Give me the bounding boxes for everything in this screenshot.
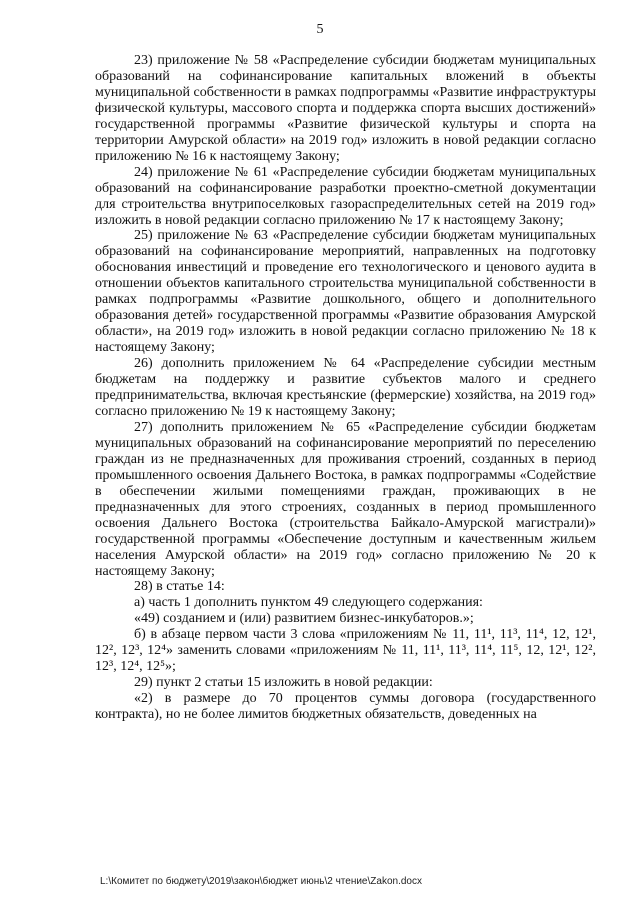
paragraph-item-28: 28) в статье 14: — [134, 579, 225, 595]
paragraph-item-23: 23) приложение № 58 «Распределение субсидии бюджетам муниципальных образований на софинансирование капитальных вложений в объекты муниципальной собственности в рамках подпрограммы «Развитие инфраструктуры физической культуры, массового спорта и поддержка спорта высших достижений» государственной программы «Развитие физической культуры и спорта на территории Амурской области» на 2019 год» изложить в новой редакции согласно приложению № 16 к настоящему Закону; — [95, 53, 596, 164]
footer-file-path: L:\Комитет по бюджету\2019\закон\бюджет июнь\2 чтение\Zakon.docx — [100, 876, 422, 887]
paragraph-item-24: 24) приложение № 61 «Распределение субсидии бюджетам муниципальных образований на софинансирование разработки проектно-сметной документации для строительства внутрипоселковых газораспределительных сетей на 2019 год» изложить в новой редакции согласно приложению № 17 к настоящему Закону; — [95, 164, 596, 228]
paragraph-item-29-2: «2) в размере до 70 процентов суммы договора (государственного контракта), но не более лимитов бюджетных обязательств, доведенных на — [95, 691, 596, 723]
paragraph-item-29: 29) пункт 2 статьи 15 изложить в новой редакции: — [134, 675, 433, 691]
paragraph-item-28a: а) часть 1 дополнить пунктом 49 следующего содержания: — [134, 595, 483, 611]
document-body — [95, 53, 596, 723]
paragraph-item-25: 25) приложение № 63 «Распределение субсидии бюджетам муниципальных образований на софинансирование мероприятий, направленных на подготовку обоснования инвестиций и проведение его технологического и ценового аудита в отношении объектов капитального строительства муниципальной собственности в рамках подпрограммы «Развитие дошкольного, общего и дополнительного образования детей» государственной программы «Развитие образования Амурской области», на 2019 год» изложить в новой редакции согласно приложению № 18 к настоящему Закону; — [95, 228, 596, 356]
paragraph-item-27: 27) дополнить приложением № 65 «Распределение субсидии бюджетам муниципальных образований на софинансирование мероприятий по переселению граждан из не предназначенных для проживания строений, созданных в период промышленного освоения Дальнего Востока, в рамках подпрограммы «Содействие в обеспечении жилыми помещениями граждан, проживающих в не предназначенных для этого строениях, созданных в период промышленного освоения Дальнего Востока (строительства Байкало-Амурской магистрали)» государственной программы «Обеспечение доступным и качественным жильем населения Амурской области» на 2019 год» согласно приложению № 20 к настоящему Закону; — [95, 419, 596, 579]
page-number: 5 — [316, 22, 324, 37]
paragraph-item-28b: б) в абзаце первом части 3 слова «приложениям № 11, 11¹, 11³, 11⁴, 12, 12¹, 12², 12³, 12⁴» заменить словами «приложениям № 11, 11¹, 11³, 11⁴, 11⁵, 12, 12¹, 12², 12³, 12⁴, 12⁵»; — [95, 627, 596, 675]
paragraph-item-49: «49) созданием и (или) развитием бизнес-инкубаторов.»; — [134, 611, 474, 627]
paragraph-item-26: 26) дополнить приложением № 64 «Распределение субсидии местным бюджетам на поддержку и развитие субъектов малого и среднего предпринимательства, включая крестьянские (фермерские) хозяйства, на 2019 год» согласно приложению № 19 к настоящему Закону; — [95, 356, 596, 419]
